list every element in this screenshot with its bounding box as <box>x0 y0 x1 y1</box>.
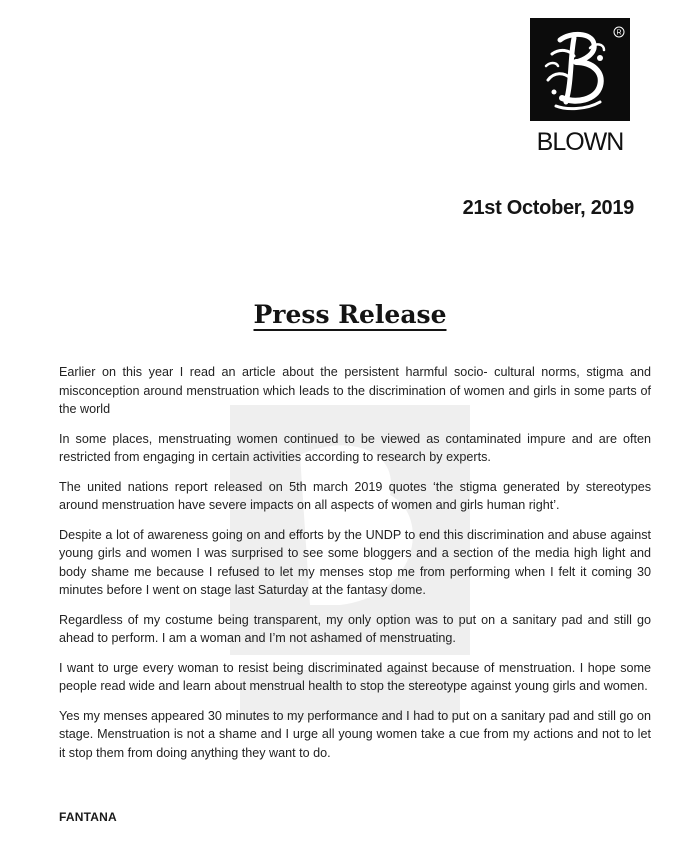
signature: FANTANA <box>59 810 117 824</box>
blown-logo <box>530 18 630 121</box>
blown-monogram-icon <box>530 18 630 121</box>
paragraph: Yes my menses appeared 30 minutes to my performance and I had to put on a sanitary pad and still go on stage. Menstruation is not a shame and I urge all young women take a cue from my actions and not to let it stop them from doing anything they want to do. <box>59 708 651 760</box>
press-release-body <box>59 363 651 773</box>
paragraph: Regardless of my costume being transparent, my only option was to put on a sanitary pad and still go ahead to perform. I am a woman and I’m not ashamed of menstruating. <box>59 612 651 645</box>
release-date: 21st October, 2019 <box>462 197 634 219</box>
brand-name: BLOWN <box>536 128 624 156</box>
title-text: Press Release <box>253 300 447 329</box>
svg-text:R: R <box>616 29 622 37</box>
page-title <box>0 300 700 329</box>
paragraph: In some places, menstruating women continued to be viewed as contaminated impure and are often restricted from engaging in certain activities according to research by experts. <box>59 431 651 464</box>
paragraph: The united nations report released on 5th march 2019 quotes ‘the stigma generated by stereotypes around menstruation have severe impacts on all aspects of women and girls human right’. <box>59 479 651 512</box>
paragraph: Despite a lot of awareness going on and efforts by the UNDP to end this discrimination and abuse against young girls and women I was surprised to see some bloggers and a section of the media high light and body shame me because I refused to let my menses stop me from performing when I felt it coming 30 minutes before I went on stage last Saturday at the fantasy dome. <box>59 527 651 597</box>
paragraph: Earlier on this year I read an article about the persistent harmful socio- cultural norms, stigma and misconception around menstruation which leads to the discrimination of women and girls in some parts of the world <box>59 365 651 416</box>
paragraph: I want to urge every woman to resist being discriminated against because of menstruation. I hope some people read wide and learn about menstrual health to stop the stereotype against young girls and women. <box>59 660 651 693</box>
